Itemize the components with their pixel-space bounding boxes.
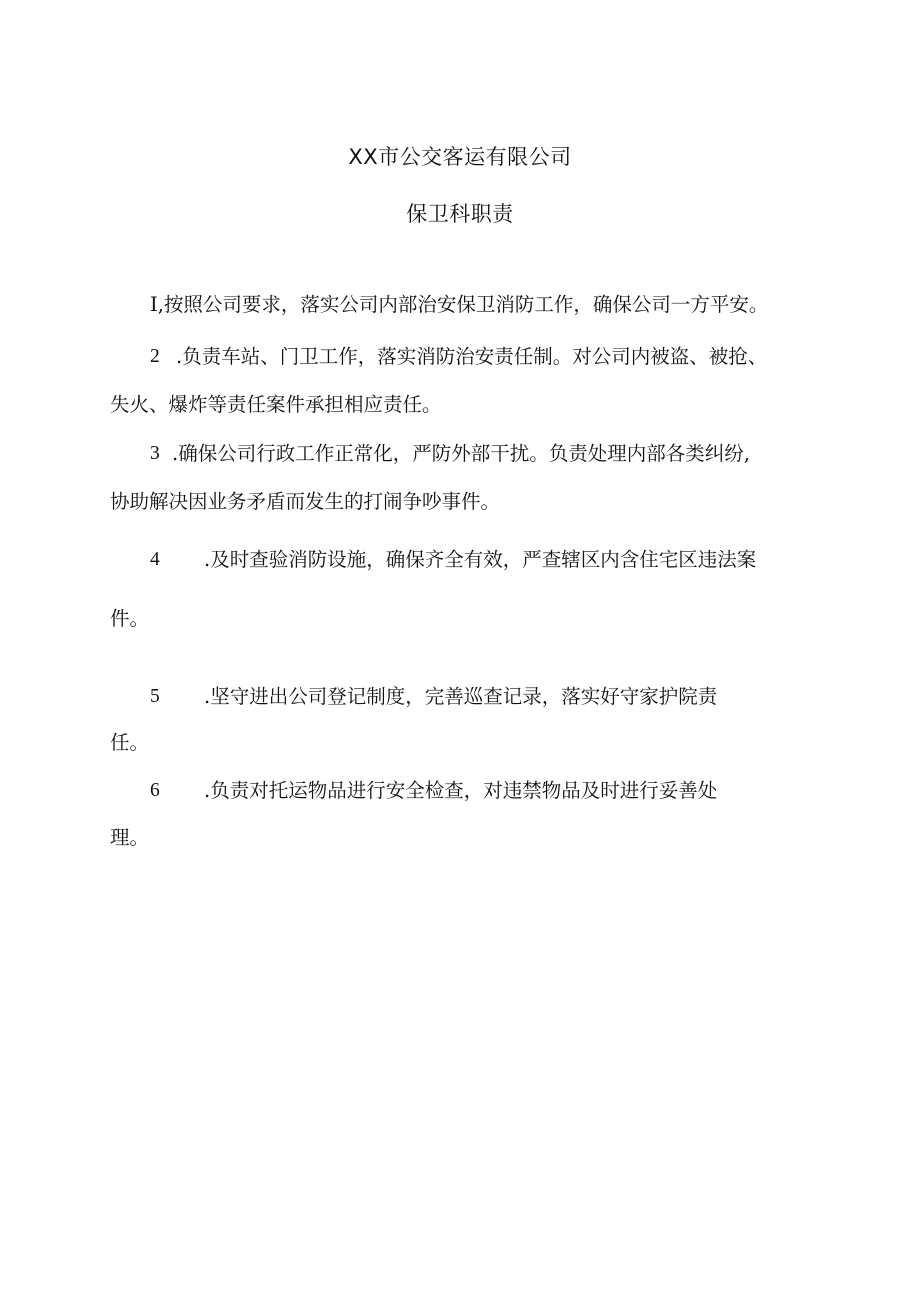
item-3-number: 3 bbox=[150, 443, 160, 464]
item-6-number: 6 bbox=[150, 780, 160, 801]
company-heading: XX市公交客运有限公司 bbox=[348, 145, 572, 169]
item-3-line-2: 协助解决因业务矛盾而发生的打闹争吵事件。 bbox=[110, 490, 501, 513]
item-1-line-1: I,按照公司要求，落实公司内部治安保卫消防工作，确保公司一方平安。 bbox=[150, 293, 769, 316]
item-3-line-1: .确保公司行政工作正常化，严防外部干扰。负责处理内部各类纠纷, bbox=[172, 442, 750, 465]
item-6-line-2: 理。 bbox=[110, 826, 150, 849]
document-title: 保卫科职责 bbox=[406, 202, 514, 226]
item-4-line-2: 件。 bbox=[110, 607, 150, 630]
item-4-line-1: .及时查验消防设施，确保齐全有效，严查辖区内含住宅区违法案 bbox=[204, 548, 757, 571]
item-2-number: 2 bbox=[150, 346, 160, 367]
item-5-line-1: .坚守进出公司登记制度，完善巡查记录，落实好守家护院责 bbox=[204, 685, 718, 708]
item-2-line-1: .负责车站、门卫工作，落实消防治安责任制。对公司内被盗、被抢、 bbox=[176, 345, 768, 368]
item-5-line-2: 任。 bbox=[110, 731, 150, 754]
item-6-line-1: .负责对托运物品进行安全检查，对违禁物品及时进行妥善处 bbox=[204, 779, 718, 802]
item-2-line-2: 失火、爆炸等责任案件承担相应责任。 bbox=[110, 393, 442, 416]
item-4-number: 4 bbox=[150, 549, 160, 570]
item-5-number: 5 bbox=[150, 686, 160, 707]
